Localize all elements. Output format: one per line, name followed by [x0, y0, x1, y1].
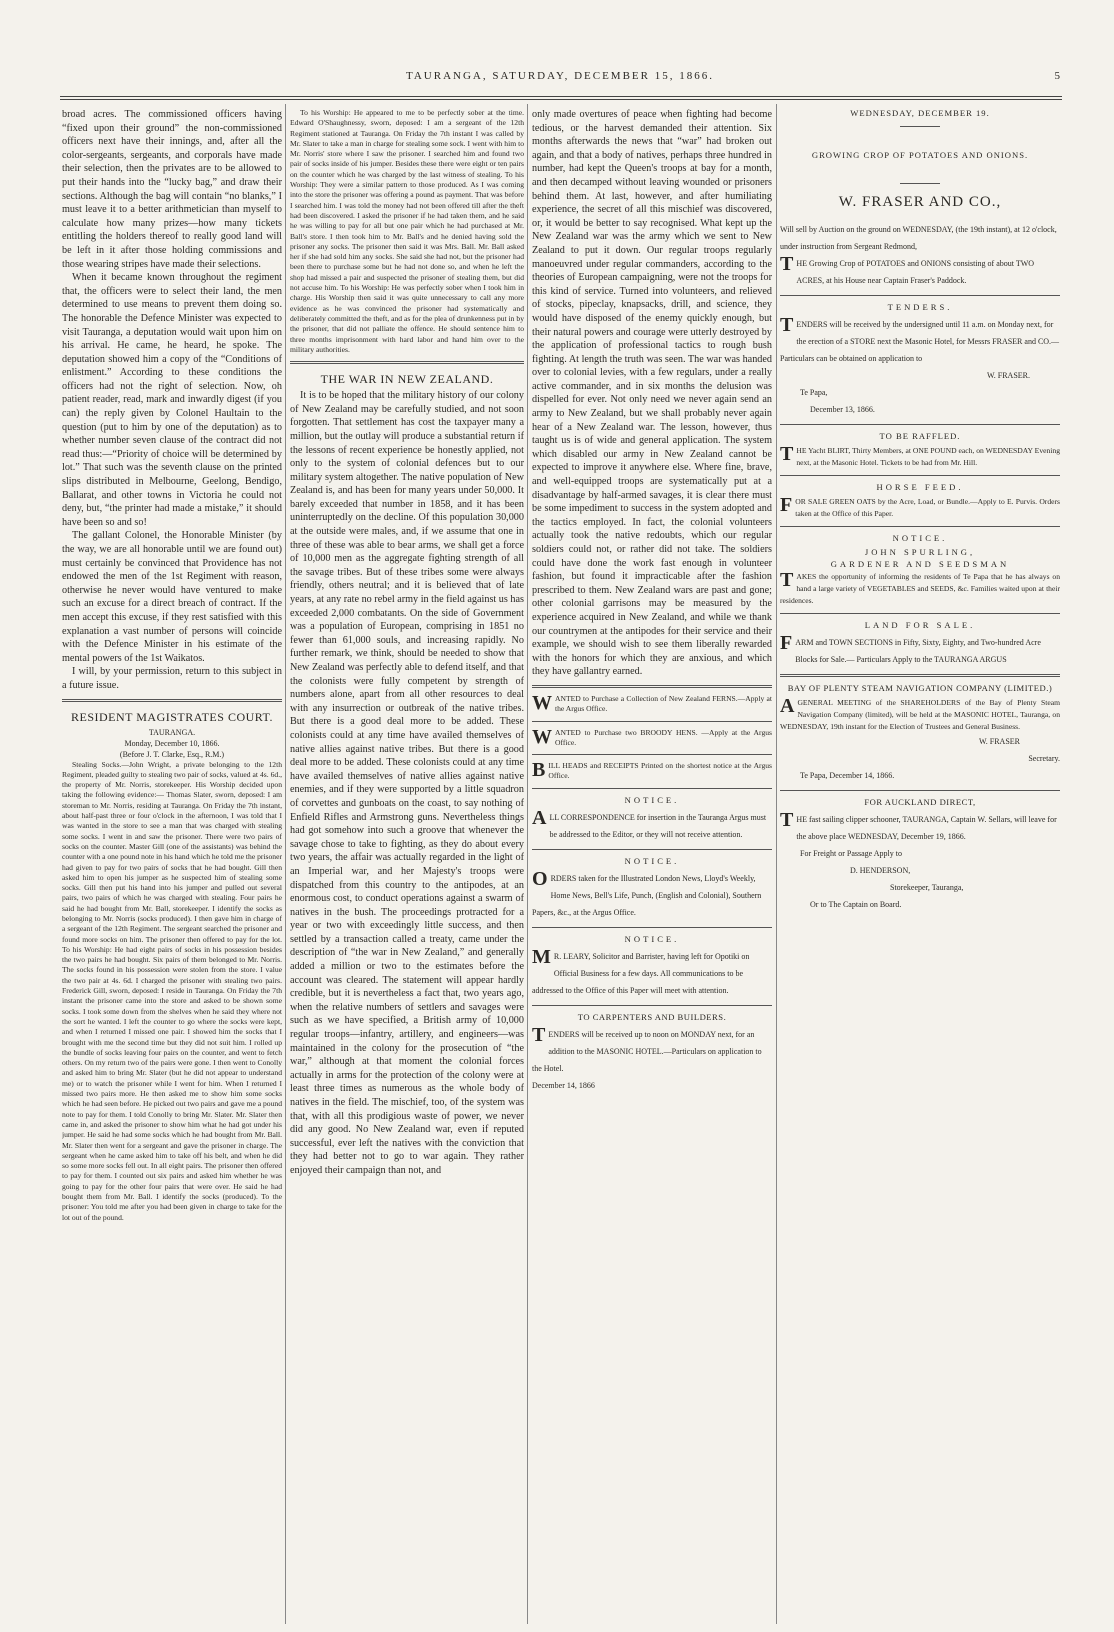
ad-bill-heads: BILL HEADS and RECEIPTS Printed on the shortest notice at the Argus Office. — [532, 759, 772, 782]
horse-feed-heading: HORSE FEED. — [876, 482, 964, 492]
drop-cap-t: T — [780, 314, 794, 336]
court-report — [62, 760, 282, 1223]
drop-cap-t: T — [780, 569, 794, 591]
letter-paragraph: broad acres. The commissioned officers having “fixed upon their ground” the non-commissioned officers next have their innings, and, after all the color-sergeants, sergeants, and corporals have made their selection, then the privates are to be allowed to put their hands into the “lucky bag,” and draw their sections. Although the bag will contain “no blanks,” I must leave it to a better arithmetician than myself to calculate how many prizes—how many tickets entitling the holders thereof to really good land will be left in it after those holding commissions and those wearing stripes have made their selections. — [62, 109, 282, 270]
column-rule-2 — [527, 104, 528, 1624]
steam-nav-signature: W. FRASER — [978, 737, 1020, 746]
auction-crop: THE Growing Crop of POTATOES and ONIONS consisting of about TWO ACRES, at his House near Captain Fraser's Paddock. — [780, 253, 1035, 285]
drop-cap-f: F — [780, 494, 793, 516]
land-text: FARM and TOWN SECTIONS in Fifty, Sixty, Eighty, and Two-hundred Acre Blocks for Sale.— Particulars Apply to the TAURANGA ARGUS — [780, 632, 1041, 664]
divider — [532, 754, 772, 755]
war-heading: THE WAR IN NEW ZEALAND. — [320, 372, 494, 387]
tenders-place: Te Papa, — [800, 388, 828, 397]
carpenters-date: December 14, 1866 — [532, 1080, 595, 1090]
column-4 — [780, 102, 1060, 913]
divider — [780, 295, 1060, 296]
steam-nav-text: AGENERAL MEETING of the SHAREHOLDERS of the Bay of Plenty Steam Navigation Company (limited), will be held at the MASONIC HOTEL, Tauranga, on WEDNESDAY, 19th instant for the Election of Trustees and General Business. — [780, 695, 1060, 731]
column-rule-1 — [285, 104, 286, 1624]
spurling-text: TAKES the opportunity of informing the residents of Te Papa that he has always on hand a large variety of VEGETABLES and SEEDS, &c. Families waited upon at their residences. — [780, 569, 1060, 605]
auckland-agent: D. HENDERSON, — [850, 866, 911, 875]
ad-ferns: WANTED to Purchase a Collection of New Zealand FERNS.—Apply at the Argus Office. — [532, 691, 772, 714]
masthead — [60, 70, 1060, 94]
newspaper-dateline: TAURANGA, SATURDAY, DECEMBER 15, 1866. — [406, 70, 714, 82]
letter-paragraph: When it became known throughout the regiment that, the officers were to select their land, the men determined to use means to prevent them doing so. The honorable the Defence Minister was expected to visit Tauranga, a deputation would wait upon him on his arrival. He came, he heard, he spoke. The deputation showed him a copy of the “Conditions of enlistment.” According to these conditions the officers had not the right of selection. Now, oh patient reader, read, mark and inwardly digest (if you can) the reply given by Colonel Haultain to the question (put to him by one of the deputation) as to whether number seven clause of the contract did not read thus:—“Priority of choice will be determined by lot.” That such was the seventh clause on the printed slips distributed in Melbourne, Geelong, Bendigo, Ballarat, and other towns in Victoria he could not deny, but, “the printer had made a mistake,” it should have been so and so! — [62, 272, 282, 528]
court-report-text: Stealing Socks.—John Wright, a private belonging to the 12th Regiment, pleaded guilty to stealing two pair of socks, valued at 4s. 6d., the property of Mr. Norris, storekeeper. His Worship decided upon taking the following evidence:— Thomas Slater, sworn, deposed: I am storeman to Mr. Norris, residing at Tauranga. On Friday the 7th instant, about half-past three or four o'clock in the afternoon, I was told that I was wanted in the store to see a man that was charged with stealing some socks. I went in and saw the prisoner. There were two pairs of socks on the counter. Master Gill (one of the assistants) was behind the counter with a one pound note in his hand which he told me the prisoner had given to pay for two pairs of socks that he had bought. Gill then asked him to open his jumper as he suspected him of stealing some socks. Gill then put his hand into his jumper and pulled out several pairs, two pairs of which he was charged with stealing. Four pairs he said he had bought from Mr. Ball, storekeeper. I identify the socks as belonging to Mr. Norris (socks produced). I then gave him in charge of a sergeant of the 12th Regiment. The sergeant searched the prisoner and found more socks on him. The prisoner then offered to pay for the lot. To his Worship: He had eight pairs of socks in his possession besides the two pairs he had bought. Six pairs of them belonged to Mr. Norris. The socks found in his possession were stolen from the store. I value the two pair at 4s. 6d. I charged the prisoner with stealing two pairs. Frederick Gill, sworn, deposed: I reside in Tauranga. On Friday the 7th instant the prisoner came into the store and asked to be shown some socks. I took some down from the shelves when he said they where not the sort he wanted. I left the counter to go where the socks were kept, and when I returned I missed one pair. I showed him the socks that I brought with me the second time but they did not suit him. I rolled up the bundle of socks leaving four pairs on the counter, and went to fetch others. On my return two of the pairs were gone. I then went to Conolly and asked him to bring Mr. Slater (but he did not appear to understand me) or to watch the prisoner while I went for him. When I returned I missed two pairs more. He then asked me to show him some socks which he had seen before. He picked out two pairs and gave me a pound note to pay for them. I told Conolly to bring Mr. Slater. Mr. Slater then came in, and asked the prisoner to show him what he had got under his jumper. He said he had some socks which he had bought from Mr. Ball. Mr. Slater then went for a sergeant and gave the prisoner in charge. The sergeant when he came asked him to take off his belt, and when he did so some more socks fell out. In all eight pairs. The prisoner then offered to pay for them. I counted out six pairs and asked him whether he was going to pay for the other four pairs that were over. He said he had bought them from Mr. Ball. I identify the socks (produced). To the prisoner: You told me after you had been given in charge to take for the lot out of the pound. — [62, 759, 282, 1222]
divider — [532, 1005, 772, 1006]
auction-date: WEDNESDAY, DECEMBER 19. — [850, 108, 990, 118]
drop-cap-w: W — [532, 725, 552, 748]
column-3 — [532, 108, 772, 1094]
drop-cap-a: A — [532, 806, 547, 829]
notice-heading: NOTICE. — [624, 794, 680, 805]
auckland-freight: For Freight or Passage Apply to — [800, 849, 902, 858]
divider — [532, 721, 772, 722]
ad-hens: WANTED to Purchase two BROODY HENS. —Apply at the Argus Office. — [532, 725, 772, 748]
court-place: TAURANGA. — [148, 727, 196, 737]
auckland-or: Or to The Captain on Board. — [810, 900, 902, 909]
tenders-heading: TENDERS. — [887, 302, 953, 312]
letter-paragraph: I will, by your permission, return to this subject in a future issue. — [62, 666, 282, 691]
divider — [780, 674, 1060, 677]
spurling-trade: GARDENER AND SEEDSMAN — [830, 559, 1010, 569]
auction-details: Will sell by Auction on the ground on WEDNESDAY, (the 19th instant), at 12 o'clock, under instruction from Sergeant Redmond, — [780, 225, 1057, 251]
steam-nav-heading: BAY OF PLENTY STEAM NAVIGATION COMPANY (LIMITED.) — [787, 683, 1053, 693]
steam-nav-date: Te Papa, December 14, 1866. — [800, 771, 895, 780]
ad-carpenters: TENDERS will be received up to noon on MONDAY next, for an addition to the MASONIC HOTEL.—Particulars on application to the Hotel. — [532, 1023, 762, 1073]
divider — [780, 475, 1060, 476]
tenders-signature: W. FRASER. — [986, 371, 1030, 380]
raffle-text: THE Yacht BLIRT, Thirty Members, at ONE POUND each, on WEDNESDAY Evening next, at the Masonic Hotel. Tickets to be had from Mr. Hill. — [780, 443, 1060, 467]
drop-cap-o: O — [532, 867, 548, 890]
auckland-text: THE fast sailing clipper schooner, TAURANGA, Captain W. Sellars, will leave for the above place WEDNESDAY, December 19, 1866. — [780, 809, 1057, 841]
drop-cap-w: W — [532, 691, 552, 714]
notice-correspondence: ALL CORRESPONDENCE for insertion in the Tauranga Argus must be addressed to the Editor, or they will not receive attention. — [532, 806, 767, 839]
raffle-heading: TO BE RAFFLED. — [879, 431, 961, 441]
notice-heading: NOTICE. — [892, 533, 948, 543]
steam-nav-role: Secretary. — [1028, 754, 1060, 763]
short-rule — [900, 183, 940, 184]
divider — [532, 685, 772, 688]
drop-cap-m: M — [532, 945, 551, 968]
war-article-text: It is to be hoped that the military history of our colony of New Zealand may be carefully studied, and not soon forgotten. That settlement has cost the taxpayer many a million, but the outlay will produce a substantial return if the lessons of recent experience be honestly applied, not only to the system of colonial defences but to our military system altogether. The native population of New Zealand is, and has been for many years under 50,000. It barely exceeded that number in 1858, and it has been uninterruptedly on the decline. Of this population 30,000 at the outside were males, and, if we assume that one in three of these was able to bear arms, we shall get a force of 10,000 men as the aggregate fighting strength of all the savage tribes. But of these tribes some were always friendly, others neutral; and it is believed that of late years, at any rate no rebel army in the field against us has exceeded 2,000 combatants. On the side of Government was a population of European, comprising in 1851 no fewer than 61,000 souls, and increasing rapidly. No further remark, we think, should be needed to show that New Zealand was perfectly able to defend itself, and that the colonists were fully competent by strength of numbers alone, apart from all other resources to deal with any insurrection or outbreak of the native tribes. But there is a good deal more to be added. These colonists could at any time have availed themselves of native allies against native tribes. But there is a good deal more to be added. These colonists could at any time have availed themselves of native allies against native enemies, and if they were supported by a little squadron of corvettes and gunboats on the coast, to say nothing of Enfield Rifles and Armstrong guns. Nevertheless things had got somehow into such a groove that whenever the savage chose to take to fighting, as they do about every two years, the affair was actually regarded in the light of an Imperial war, and her Majesty's troops were dispatched from this country to the antipodes, at an enormous cost, to conduct operations against a swarm of natives in the bush. The proceedings protracted for a year or two with exceedingly little success, and then settled by a transaction called a treaty, came under the description of “the war in New Zealand,” and generally added a million or two to the estimates before the account was cleared. The statement will appear hardly credible, but it is nevertheless a fact that, two years ago, when the relative numbers of settlers and savages were such as we have specified, a British army of 10,000 regular troops—infantry, artillery, and engineers—was maintained in the colony for the prosecution of “the war,” although at that moment the colonial forces actually in arms for the protection of the colony were at least three times as numerous as the whole body of natives in the field. The mischief, too, of the system was that, with all this prodigious waste of power, we never did any good. No New Zealand war, even if reputed successful, ever left the natives with the conviction that they had better not to go to war again. They rather enjoyed their campaign than not, and — [290, 390, 524, 1176]
drop-cap-a: A — [780, 695, 795, 717]
divider — [532, 849, 772, 850]
header-rule — [60, 96, 1062, 97]
auckland-heading: FOR AUCKLAND DIRECT, — [864, 797, 976, 807]
divider — [532, 927, 772, 928]
letter-text — [62, 108, 282, 693]
divider — [780, 424, 1060, 425]
header-rule-2 — [60, 99, 1062, 100]
divider — [290, 361, 524, 364]
war-article — [290, 389, 524, 1177]
divider — [532, 788, 772, 789]
auction-title: GROWING CROP OF POTATOES AND ONIONS. — [811, 150, 1029, 160]
column-2 — [290, 108, 524, 1178]
war-article-text: only made overtures of peace when fighting had become tedious, or the harvest demanded their attention. Six months afterwards the news that “war” had broken out again, and that a body of natives, perhaps three hundred in number, had kept the Queen's troops at bay for a month, and then decamped without leaving wounded or prisoners behind them. At last, however, and after humiliating experience, the secret of all this mischief was discovered, or, it would be better to say recognised. What kept up the New Zealand war was the army which we sent to New Zealand to put it down. Our regular troops regularly manoeuvred under regular commanders, according to the theories of European campaigning, were not the troops for this kind of service. Turned into volunteers, and relieved of stocks, pipeclay, knapsacks, drill, and science, they would have disposed of the enemy quickly enough, but their natural powers and courage were utterly destroyed by the application of professional tactics to rough bush fighting. At length the truth was seen. The war was handed over to colonial levies, with a few regulars, under a really active commander, and in six months the delusion was dispelled for ever. Not only need we never again send an army to New Zealand, but we shall probably never again hear of a New Zealand war. The lesson, however, thus taught us is of wide and general application. The system which disabled our army in New Zealand cannot be expected to improve it anywhere else. Where fine, brave, and well-equipped troops are systematically put at a disadvantage by half-armed savages, it is clear there must be some impediment to success in the system adopted and the tactics employed. In fact, the colonial volunteers actually took the native redoubts, which our regular soldiers could not, or rather did not take. The soldiers could have done the work fast enough in volunteer fashion, but found it impracticable after the fashion prescribed to them. New Zealand wars are past and gone; other colonial garrisons may be measured by the experience acquired in New Zealand, and while we thank our countrymen at the antipodes for their service and their example, we should wish to see them liberally rewarded with the honors for which they are anxious, and which they have gallantry earned. — [532, 109, 772, 678]
divider — [780, 790, 1060, 791]
drop-cap-t: T — [532, 1023, 546, 1046]
notice-heading: NOTICE. — [624, 933, 680, 944]
short-rule — [900, 126, 940, 127]
notice-leary: M R. LEARY, Solicitor and Barrister, having left for Opotiki on Official Business for a few days. All communications to be addressed to the Office of this Paper will meet with attention. — [532, 945, 750, 995]
horse-feed-text: FOR SALE GREEN OATS by the Acre, Load, or Bundle.—Apply to E. Purvis. Orders taken at the Office of this Paper. — [780, 494, 1060, 518]
column-rule-3 — [776, 104, 777, 1624]
letter-paragraph: The gallant Colonel, the Honorable Minister (by the way, we are all honorable until we are found out) must certainly be convinced that Providence has not endowed the men of the 1st Regiment with reason, otherwise he never would have ventured to make such an excuse for a direct breach of contract. If the men accept this excuse, if they rest satisfied with this explanation a vast number of persons will coincide with the Defence Minister in his estimate of the mental powers of the 1st Waikatos. — [62, 530, 282, 664]
column-1 — [62, 108, 282, 1223]
auctioneer-name: W. FRASER AND CO., — [838, 194, 1002, 210]
spurling-name: JOHN SPURLING, — [864, 547, 976, 557]
court-report-text: To his Worship: He appeared to me to be perfectly sober at the time. Edward O'Shaughnessy, sworn, deposed: I am a sergeant of the 12th Regiment stationed at Tauranga. On Friday the 7th instant I was called by Mr. Slater to take a man in charge for stealing some sock. I went with him to Mr. Norris' store where I saw the prisoner. I searched him and found two pair of socks inside of his jumper. Besides these there were eight or ten pairs on the counter which he was charged by the last witness of stealing. To his Worship: They were a similar pattern to those produced. As I was coming into the store the prisoner was offering a pound as payment. That was before I searched him. I was told the money had not been offered till after the theft had been discovered. I asked the prisoner if he had taken them, and he said he was willing to pay for all but one pair which he had purchased at Mr. Ball's store. I then took him to Mr. Ball's and he denied having sold the prisoner any socks. The prisoner then said it was Mrs. Ball. Mr. Ball asked her if she had sold him any socks. She said she had not, but the prisoner had been there to purchase some but he had not done so, and when he left the shop had missed a pair and suspected the prisoner of stealing them, but did not accuse him. To his Worship: He was perfectly sober when I took him in charge. His Worship then said it was quite unnecessary to call any more evidence as he was convinced the prisoner had systematically and deliberately committed the theft, and as for the plea of drunkenness put in by the prisoner, that did not palliate the offence. He should sentence him to three months imprisonment with hard labor and hand him over to the military authorities. — [290, 108, 524, 354]
drop-cap-t: T — [780, 809, 794, 831]
tenders-text: TENDERS will be received by the undersigned until 11 a.m. on Monday next, for the erection of a STORE next the Masonic Hotel, for Messrs FRASER and CO.—Particulars can be obtained on application to — [780, 314, 1060, 363]
notice-orders: ORDERS taken for the Illustrated London News, Lloyd's Weekly, Home News, Bell's Life, Punch, (English and Colonial), Southern Papers, &c., at the Argus Office. — [532, 867, 762, 917]
page-number: 5 — [1054, 70, 1060, 82]
auckland-storekeeper: Storekeeper, Tauranga, — [890, 883, 964, 892]
drop-cap-t: T — [780, 443, 794, 465]
notice-heading: NOTICE. — [624, 855, 680, 866]
court-report-continued — [290, 108, 524, 355]
land-heading: LAND FOR SALE. — [864, 620, 976, 630]
divider — [62, 699, 282, 702]
war-article-continued — [532, 108, 772, 679]
drop-cap-t: T — [780, 253, 794, 275]
court-magistrate: (Before J. T. Clarke, Esq., R.M.) — [119, 749, 225, 759]
court-heading: RESIDENT MAGISTRATES COURT. — [70, 709, 273, 724]
court-date: Monday, December 10, 1866. — [124, 738, 220, 748]
carpenters-heading: TO CARPENTERS AND BUILDERS. — [577, 1011, 727, 1022]
divider — [780, 613, 1060, 614]
tenders-date: December 13, 1866. — [810, 405, 875, 414]
divider — [780, 526, 1060, 527]
drop-cap-b: B — [532, 759, 546, 782]
drop-cap-f: F — [780, 632, 793, 654]
